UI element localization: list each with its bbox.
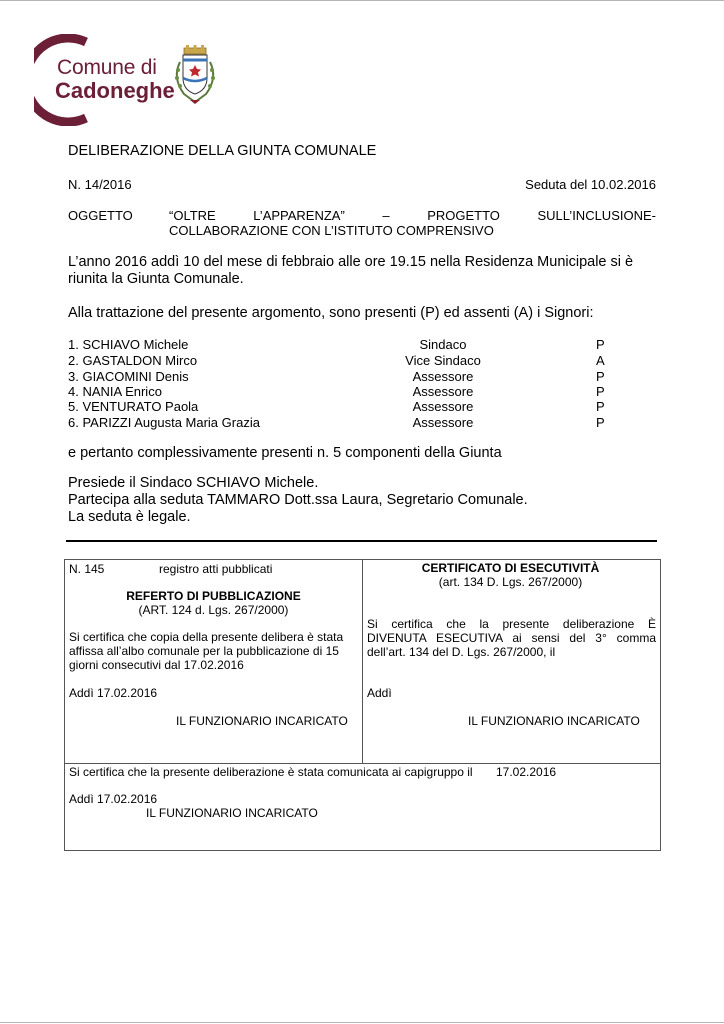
publication-title: REFERTO DI PUBBLICAZIONE <box>126 589 301 603</box>
subject-word: PROGETTO <box>427 208 500 223</box>
member-role: Sindaco <box>419 337 467 352</box>
presidency-line-2: Partecipa alla seduta TAMMARO Dott.ssa Laura, Segretario Comunale. <box>68 492 528 508</box>
member-role: Vice Sindaco <box>405 353 481 368</box>
subject-line-1 <box>169 208 656 223</box>
member-status: P <box>596 369 605 384</box>
member-role: Assessore <box>412 369 474 384</box>
executive-date: Addì <box>367 686 392 700</box>
member-name: 4. NANIA Enrico <box>68 384 162 399</box>
intro-line-2: riunita la Giunta Comunale. <box>68 271 244 287</box>
coat-of-arms-icon <box>175 45 215 104</box>
publication-text-line-2: affissa all’albo comunale per la pubblicazione di 15 <box>69 644 339 658</box>
member-name: 1. SCHIAVO Michele <box>68 337 189 352</box>
subject-word: – <box>382 208 390 223</box>
deliberation-number: N. 14/2016 <box>68 177 132 192</box>
publication-official: IL FUNZIONARIO INCARICATO <box>176 714 348 728</box>
subject-word: SULL’INCLUSIONE- <box>537 208 656 223</box>
executive-reference: (art. 134 D. Lgs. 267/2000) <box>438 575 583 589</box>
member-name: 3. GIACOMINI Denis <box>68 369 189 384</box>
publication-text-line-1: Si certifica che copia della presente delibera è stata <box>69 630 344 644</box>
presidency-line-1: Presiede il Sindaco SCHIAVO Michele. <box>68 475 319 491</box>
publication-text-line-3: giorni consecutivi dal 17.02.2016 <box>69 658 244 672</box>
register-number: N. 145 <box>69 562 105 576</box>
comune-logo <box>34 34 234 126</box>
logo-text-comune: Comune di <box>57 56 157 79</box>
member-role: Assessore <box>412 415 474 430</box>
presidency-line-3: La seduta è legale. <box>68 509 191 525</box>
executive-text-line-1-content: Si certifica che la presente deliberazione È <box>367 617 656 631</box>
member-name: 2. GASTALDON Mirco <box>68 353 198 368</box>
executive-text-line-3: dell’art. 134 del D. Lgs. 267/2000, il <box>367 645 556 659</box>
page-bottom-border <box>0 1022 724 1023</box>
member-role: Assessore <box>412 384 474 399</box>
member-status: P <box>596 384 605 399</box>
logo-text-cadoneghe: Cadoneghe <box>55 78 175 103</box>
member-name: 6. PARIZZI Augusta Maria Grazia <box>68 415 260 430</box>
member-status: P <box>596 415 605 430</box>
publication-date: Addì 17.02.2016 <box>69 686 158 700</box>
session-date: Seduta del 10.02.2016 <box>525 177 656 192</box>
executive-text-line-2-content: DIVENUTA ESECUTIVA ai sensi del 3° comma <box>367 631 656 645</box>
attendance-summary: e pertanto complessivamente presenti n. 5 componenti della Giunta <box>68 445 502 461</box>
intro-line-1: L’anno 2016 addì 10 del mese di febbraio alle ore 19.15 nella Residenza Municipale si è <box>68 254 634 270</box>
executive-title: CERTIFICATO DI ESECUTIVITÀ <box>421 561 600 575</box>
communication-text: Si certifica che la presente deliberazione è stata comunicata ai capigruppo il <box>69 765 473 779</box>
subject-line-2: COLLABORAZIONE CON L’ISTITUTO COMPRENSIVO <box>169 223 494 238</box>
subject-word: L’APPARENZA” <box>253 208 345 223</box>
section-divider <box>66 540 657 542</box>
member-status: P <box>596 337 605 352</box>
member-role: Assessore <box>412 399 474 414</box>
executive-official: IL FUNZIONARIO INCARICATO <box>468 714 640 728</box>
register-label: registro atti pubblicati <box>159 562 273 576</box>
table-column-divider <box>362 560 363 763</box>
executive-text-line-1 <box>367 617 656 631</box>
document-title: DELIBERAZIONE DELLA GIUNTA COMUNALE <box>68 143 377 159</box>
publication-reference: (ART. 124 d. Lgs. 267/2000) <box>138 603 289 617</box>
subject-label: OGGETTO <box>68 208 133 223</box>
member-status: A <box>596 353 605 368</box>
subject-word: “OLTRE <box>169 208 216 223</box>
communication-date: Addì 17.02.2016 <box>69 792 158 806</box>
member-status: P <box>596 399 605 414</box>
table-row-divider <box>65 763 660 764</box>
executive-text-line-2 <box>367 631 656 645</box>
page-top-border <box>0 0 724 1</box>
communication-text-date: 17.02.2016 <box>496 765 557 779</box>
member-name: 5. VENTURATO Paola <box>68 399 199 414</box>
communication-official: IL FUNZIONARIO INCARICATO <box>146 806 318 820</box>
presence-intro: Alla trattazione del presente argomento, sono presenti (P) ed assenti (A) i Signori: <box>68 305 594 321</box>
